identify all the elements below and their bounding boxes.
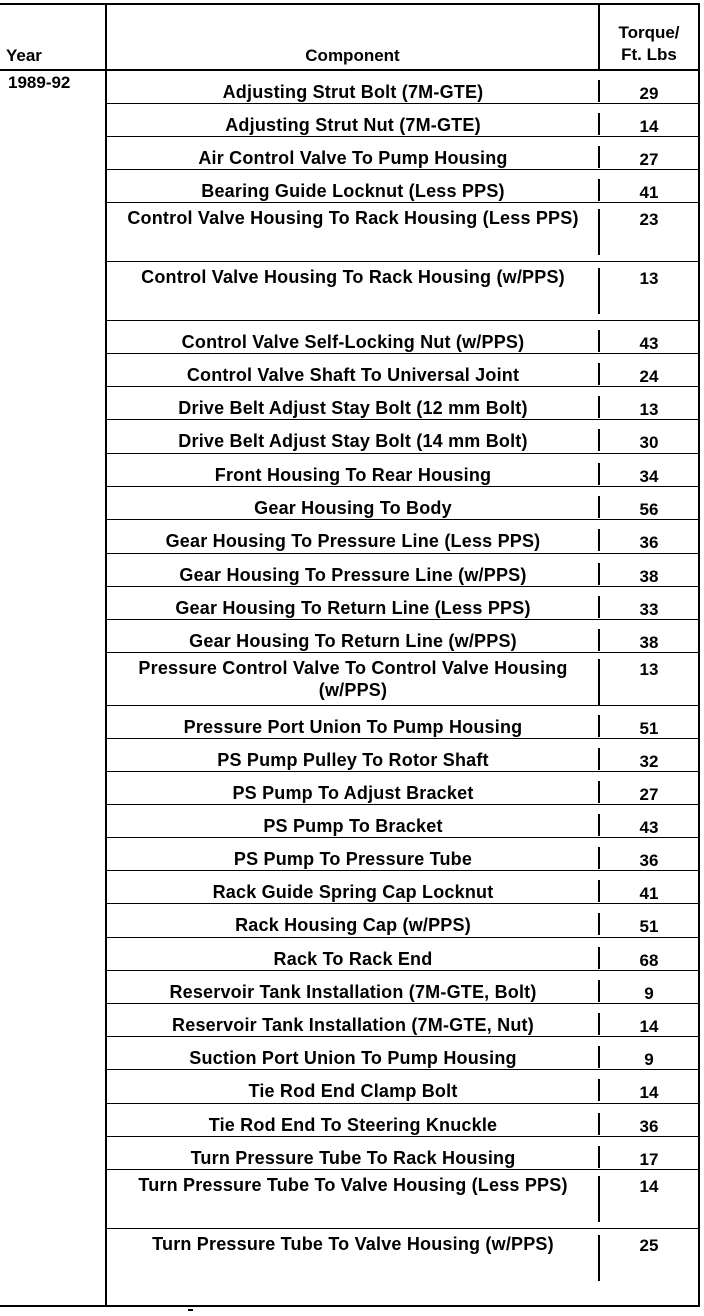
table-row (107, 203, 698, 262)
torque-cell: 41 (639, 183, 659, 202)
torque-cell: 27 (639, 150, 659, 169)
component-cell: Air Control Valve To Pump Housing (198, 148, 508, 168)
component-cell: PS Pump To Pressure Tube (233, 849, 473, 869)
component-cell: Pressure Port Union To Pump Housing (183, 717, 523, 737)
torque-cell: 38 (639, 633, 659, 652)
component-cell: Front Housing To Rear Housing (214, 465, 492, 485)
component-cell: Rack Housing Cap (w/PPS) (235, 915, 471, 935)
table-row (107, 321, 698, 354)
component-cell: PS Pump To Bracket (263, 816, 443, 836)
table-row (107, 1070, 698, 1104)
component-cell: Turn Pressure Tube To Rack Housing (190, 1148, 516, 1168)
torque-cell: 51 (639, 719, 659, 738)
component-cell: Reservoir Tank Installation (7M-GTE, Nut) (172, 1015, 534, 1035)
table-row (107, 71, 698, 104)
torque-cell: 24 (639, 367, 659, 386)
torque-cell: 13 (639, 400, 659, 419)
table-row (107, 1037, 698, 1070)
component-column-header: Component (305, 46, 400, 65)
component-cell: Tie Rod End To Steering Knuckle (208, 1115, 498, 1135)
table-row (107, 1229, 698, 1285)
component-cell: Bearing Guide Locknut (Less PPS) (201, 181, 505, 201)
torque-column-header (600, 22, 698, 66)
torque-header-units: Ft. Lbs (621, 45, 677, 64)
torque-cell: 32 (639, 752, 659, 771)
table-row (107, 587, 698, 620)
torque-cell: 23 (639, 210, 659, 229)
torque-cell: 14 (639, 1017, 659, 1036)
component-cell: Control Valve Housing To Rack Housing (Less PPS) (127, 208, 579, 228)
table-row (107, 420, 698, 454)
component-cell: Pressure Control Valve To Control Valve Housing (w/PPS) (138, 658, 568, 700)
footer-mark (188, 1309, 193, 1311)
component-cell: PS Pump To Adjust Bracket (232, 783, 474, 803)
torque-cell: 9 (644, 1050, 654, 1069)
component-cell: Gear Housing To Return Line (Less PPS) (175, 598, 531, 618)
table-row (107, 1170, 698, 1229)
table-row (107, 706, 698, 739)
table-row (107, 772, 698, 805)
component-cell: Turn Pressure Tube To Valve Housing (Less PPS) (138, 1175, 568, 1195)
component-cell: Control Valve Housing To Rack Housing (w/PPS) (141, 267, 565, 287)
torque-cell: 33 (639, 600, 659, 619)
component-cell: Control Valve Shaft To Universal Joint (186, 365, 520, 385)
component-cell: Drive Belt Adjust Stay Bolt (12 mm Bolt) (178, 398, 528, 418)
torque-cell: 9 (644, 984, 654, 1003)
component-cell: Rack Guide Spring Cap Locknut (212, 882, 494, 902)
table-row (107, 487, 698, 520)
torque-cell: 41 (639, 884, 659, 903)
table-row (107, 938, 698, 971)
component-cell: Reservoir Tank Installation (7M-GTE, Bolt) (169, 982, 537, 1002)
table-row (107, 971, 698, 1004)
torque-cell: 14 (639, 1083, 659, 1102)
table-row (107, 262, 698, 321)
year-column-header: Year (6, 46, 42, 65)
torque-cell: 29 (639, 84, 659, 103)
torque-header-label: Torque/ (618, 23, 680, 42)
component-cell: Gear Housing To Return Line (w/PPS) (189, 631, 517, 651)
table-row (107, 1004, 698, 1037)
torque-cell: 30 (639, 433, 659, 452)
table-row (107, 554, 698, 587)
table-row (107, 739, 698, 772)
table-row (107, 1104, 698, 1137)
table-row (107, 387, 698, 420)
table-row (107, 520, 698, 554)
torque-cell: 14 (639, 117, 659, 136)
component-cell: Rack To Rack End (273, 949, 433, 969)
torque-cell: 13 (639, 660, 659, 679)
torque-cell: 43 (639, 818, 659, 837)
torque-cell: 51 (639, 917, 659, 936)
component-cell: Adjusting Strut Bolt (7M-GTE) (222, 82, 484, 102)
component-cell: Adjusting Strut Nut (7M-GTE) (225, 115, 481, 135)
torque-cell: 43 (639, 334, 659, 353)
table-row (107, 620, 698, 653)
table-row (107, 871, 698, 904)
torque-cell: 68 (639, 951, 659, 970)
table-row (107, 104, 698, 137)
table-row (107, 137, 698, 170)
component-cell: Gear Housing To Pressure Line (w/PPS) (179, 565, 527, 585)
table-row (107, 805, 698, 838)
table-row (107, 454, 698, 487)
table-row (107, 904, 698, 938)
table-row (107, 653, 698, 706)
torque-cell: 36 (639, 533, 659, 552)
component-cell: Turn Pressure Tube To Valve Housing (w/PPS) (152, 1234, 554, 1254)
torque-cell: 36 (639, 1117, 659, 1136)
torque-cell: 36 (639, 851, 659, 870)
table-row (107, 838, 698, 871)
table-right-border (698, 3, 700, 1306)
torque-cell: 27 (639, 785, 659, 804)
torque-cell: 13 (639, 269, 659, 288)
component-cell: Suction Port Union To Pump Housing (189, 1048, 517, 1068)
component-cell: Tie Rod End Clamp Bolt (248, 1081, 458, 1101)
torque-cell: 34 (639, 467, 659, 486)
component-cell: Gear Housing To Pressure Line (Less PPS) (165, 531, 541, 551)
torque-cell: 17 (639, 1150, 659, 1169)
component-cell: Control Valve Self-Locking Nut (w/PPS) (181, 332, 525, 352)
component-cell: Drive Belt Adjust Stay Bolt (14 mm Bolt) (178, 431, 528, 451)
component-cell: Gear Housing To Body (254, 498, 452, 518)
year-value: 1989-92 (8, 73, 71, 92)
table-row (107, 170, 698, 203)
torque-cell: 14 (639, 1177, 659, 1196)
table-row (107, 1137, 698, 1170)
table-row (107, 354, 698, 387)
torque-cell: 38 (639, 567, 659, 586)
torque-cell: 25 (639, 1236, 659, 1255)
component-cell: PS Pump Pulley To Rotor Shaft (217, 750, 489, 770)
torque-cell: 56 (639, 500, 659, 519)
